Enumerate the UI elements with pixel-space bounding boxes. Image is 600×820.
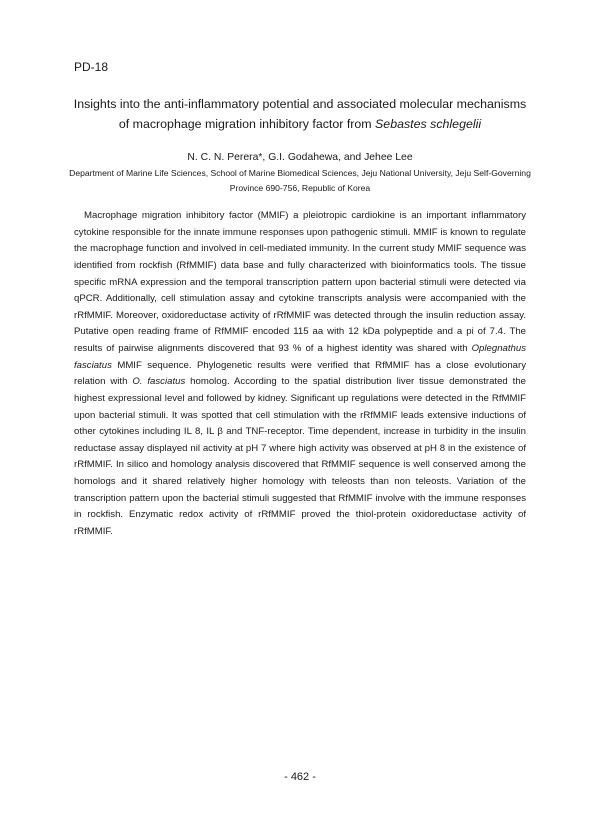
- title-line-1: Insights into the anti-inflammatory potential and associated molecular mechanisms: [73, 97, 527, 111]
- abstract-text-2: MMIF sequence. Phylogenetic results were verified that RfMMIF has a close evolutionary relation with: [74, 359, 526, 388]
- abstract-species-2: O. fasciatus: [132, 376, 186, 388]
- abstract-text-3: homolog. According to the spatial distribution liver tissue demonstrated the highest expressional level and followed by kidney. Significant up regulations were detected in the RfMMIF upon bacterial stimuli. It was spotted that cell stimulation with the rRfMMIF leads extensive inductions of other cytokines including IL 8, IL β and TNF-receptor. Time dependent, increase in turbidity in the insulin reductase assay displayed nil activity at pH 7 where high activity was observed at pH 8 in the existence of rRfMMIF. In silico and homology analysis discovered that RfMMIF sequence is well conserved among the homologs and it shared relatively higher homology with teleosts than non teleosts. Variation of the transcription pattern upon the bacterial stimuli suggested that RfMMIF involve with the immune responses in rockfish. Enzymatic redox activity of rRfMMIF proved the thiol-protein oxidoreductase activity of rRfMMIF.: [74, 376, 527, 537]
- abstract-code: PD-18: [74, 60, 109, 74]
- page-number: - 462 -: [284, 771, 316, 783]
- abstract-species-1: Oplegnathus fasciatus: [74, 343, 526, 371]
- abstract-body: [74, 208, 526, 541]
- affiliation: Department of Marine Life Sciences, School of Marine Biomedical Sciences, Jeju National University, Jeju Self-Governing Province 690-756, Republic of Korea: [69, 168, 531, 193]
- author-list: N. C. N. Perera*, G.I. Godahewa, and Jehee Lee: [187, 152, 413, 163]
- paper-title: [60, 94, 540, 134]
- abstract-text-1: Macrophage migration inhibitory factor (MMIF) a pleiotropic cardiokine is an important inflammatory cytokine responsible for the innate immune responses upon pathogenic stimuli. MMIF is known to regulate the macrophage function and involved in cell-mediated immunity. In the current study MMIF sequence was identified from rockfish (RfMMIF) data base and fully characterized with bioinformatics tools. The tissue specific mRNA expression and the temporal transcription pattern upon bacterial stimuli were detected via qPCR. Additionally, cell stimulation assay and cytokine transcripts analysis were accompanied with the rRfMMIF. Moreover, oxidoreductase activity of rRfMMIF was detected through the insulin reduction assay. Putative open reading frame of RfMMIF encoded 115 aa with 12 kDa polypeptide and a pi of 7.4. The results of pairwise alignments discovered that 93 % of a highest identity was shared with: [74, 210, 526, 354]
- title-line-2-text: of macrophage migration inhibitory factor from: [118, 117, 376, 131]
- title-line-2: [60, 114, 540, 134]
- title-species: Sebastes schlegelii: [375, 117, 482, 131]
